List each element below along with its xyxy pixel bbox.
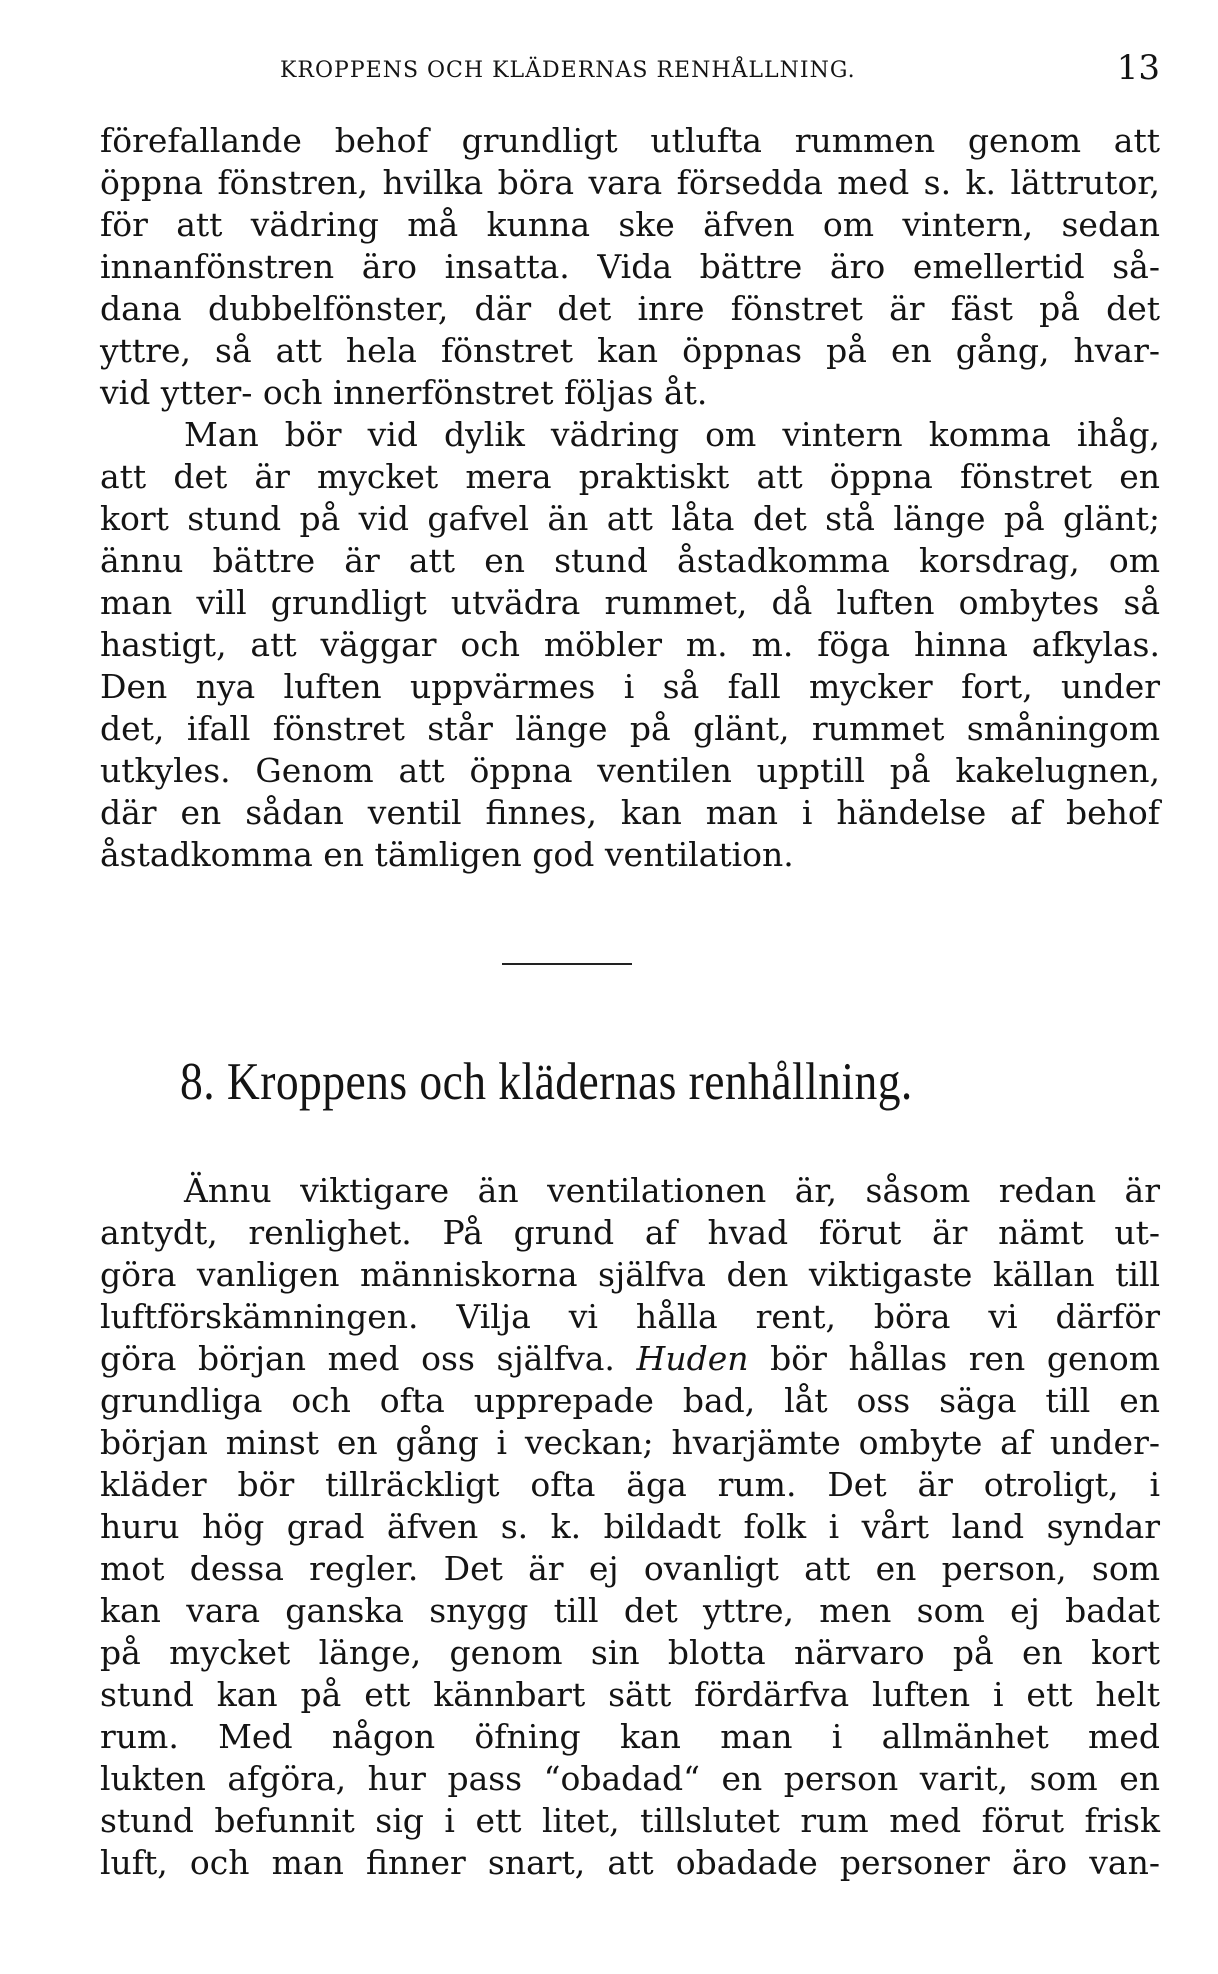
text-line: lukten afgöra, hur pass “obadad“ en person varit, som en [100, 1759, 1160, 1798]
text-line: där en sådan ventil finnes, kan man i händelse af behof [100, 793, 1160, 832]
text-line: luft, och man finner snart, att obadade personer äro van- [100, 1843, 1160, 1882]
text-line: kort stund på vid gafvel än att låta det stå länge på glänt; [100, 499, 1160, 538]
text-line: antydt, renlighet. På grund af hvad förut är nämt ut- [100, 1213, 1160, 1252]
text-line: att det är mycket mera praktiskt att öppna fönstret en [100, 457, 1160, 496]
text-line-with-emphasis [100, 1338, 1160, 1380]
text-line: grundliga och ofta upprepade bad, låt oss säga till en [100, 1381, 1160, 1420]
text-line: stund kan på ett kännbart sätt fördärfva luften i ett helt [100, 1675, 1160, 1714]
text-line: vid ytter- och innerfönstret följas åt. [100, 373, 708, 412]
text-line: dana dubbelfönster, där det inre fönstret är fäst på det [100, 289, 1160, 328]
text-line: luftförskämningen. Vilja vi hålla rent, böra vi därför [100, 1297, 1160, 1336]
text-line: innanfönstren äro insatta. Vida bättre äro emellertid så- [100, 247, 1160, 286]
text-line: öppna fönstren, hvilka böra vara försedda med s. k. lättrutor, [100, 163, 1160, 202]
text-line: åstadkomma en tämligen god ventilation. [100, 835, 794, 874]
page-number: 13 [1116, 48, 1160, 88]
text-line: yttre, så att hela fönstret kan öppnas på en gång, hvar- [100, 331, 1160, 370]
text-line: förefallande behof grundligt utlufta rummen genom att [100, 121, 1160, 160]
emphasis-word: Huden [636, 1339, 749, 1378]
text-line: Man bör vid dylik vädring om vintern komma ihåg, [184, 415, 1160, 454]
text-line: början minst en gång i veckan; hvarjämte ombyte af under- [100, 1423, 1160, 1462]
text-line: rum. Med någon öfning kan man i allmänhet med [100, 1717, 1160, 1756]
text-line: utkyles. Genom att öppna ventilen upptill på kakelugnen, [100, 751, 1160, 790]
text-line: stund befunnit sig i ett litet, tillslutet rum med förut frisk [100, 1801, 1160, 1840]
text-line: man vill grundligt utvädra rummet, då luften ombytes så [100, 583, 1160, 622]
text-span: göra början med oss själfva. [100, 1339, 615, 1378]
text-line: göra vanligen människorna själfva den viktigaste källan till [100, 1255, 1160, 1294]
running-head [100, 48, 1160, 88]
text-line: huru hög grad äfven s. k. bildadt folk i vårt land syndar [100, 1507, 1160, 1546]
text-line: kläder bör tillräckligt ofta äga rum. Det är otroligt, i [100, 1465, 1160, 1504]
running-title: KROPPENS OCH KLÄDERNAS RENHÅLLNING. [280, 58, 856, 83]
text-line: hastigt, att väggar och möbler m. m. föga hinna afkylas. [100, 625, 1160, 664]
text-line: på mycket länge, genom sin blotta närvaro på en kort [100, 1633, 1160, 1672]
text-span: bör hållas ren genom [748, 1339, 1160, 1378]
text-line: kan vara ganska snygg till det yttre, men som ej badat [100, 1591, 1160, 1630]
text-line: Den nya luften uppvärmes i så fall mycker fort, under [100, 667, 1160, 706]
text-line: mot dessa regler. Det är ej ovanligt att en person, som [100, 1549, 1160, 1588]
section-heading: 8. Kroppens och klädernas renhållning. [180, 1053, 913, 1111]
text-line: ännu bättre är att en stund åstadkomma korsdrag, om [100, 541, 1160, 580]
text-line: Ännu viktigare än ventilationen är, såsom redan är [184, 1171, 1160, 1210]
text-line: det, ifall fönstret står länge på glänt, rummet småningom [100, 709, 1160, 748]
text-line: för att vädring må kunna ske äfven om vintern, sedan [100, 205, 1160, 244]
section-divider [502, 963, 632, 965]
